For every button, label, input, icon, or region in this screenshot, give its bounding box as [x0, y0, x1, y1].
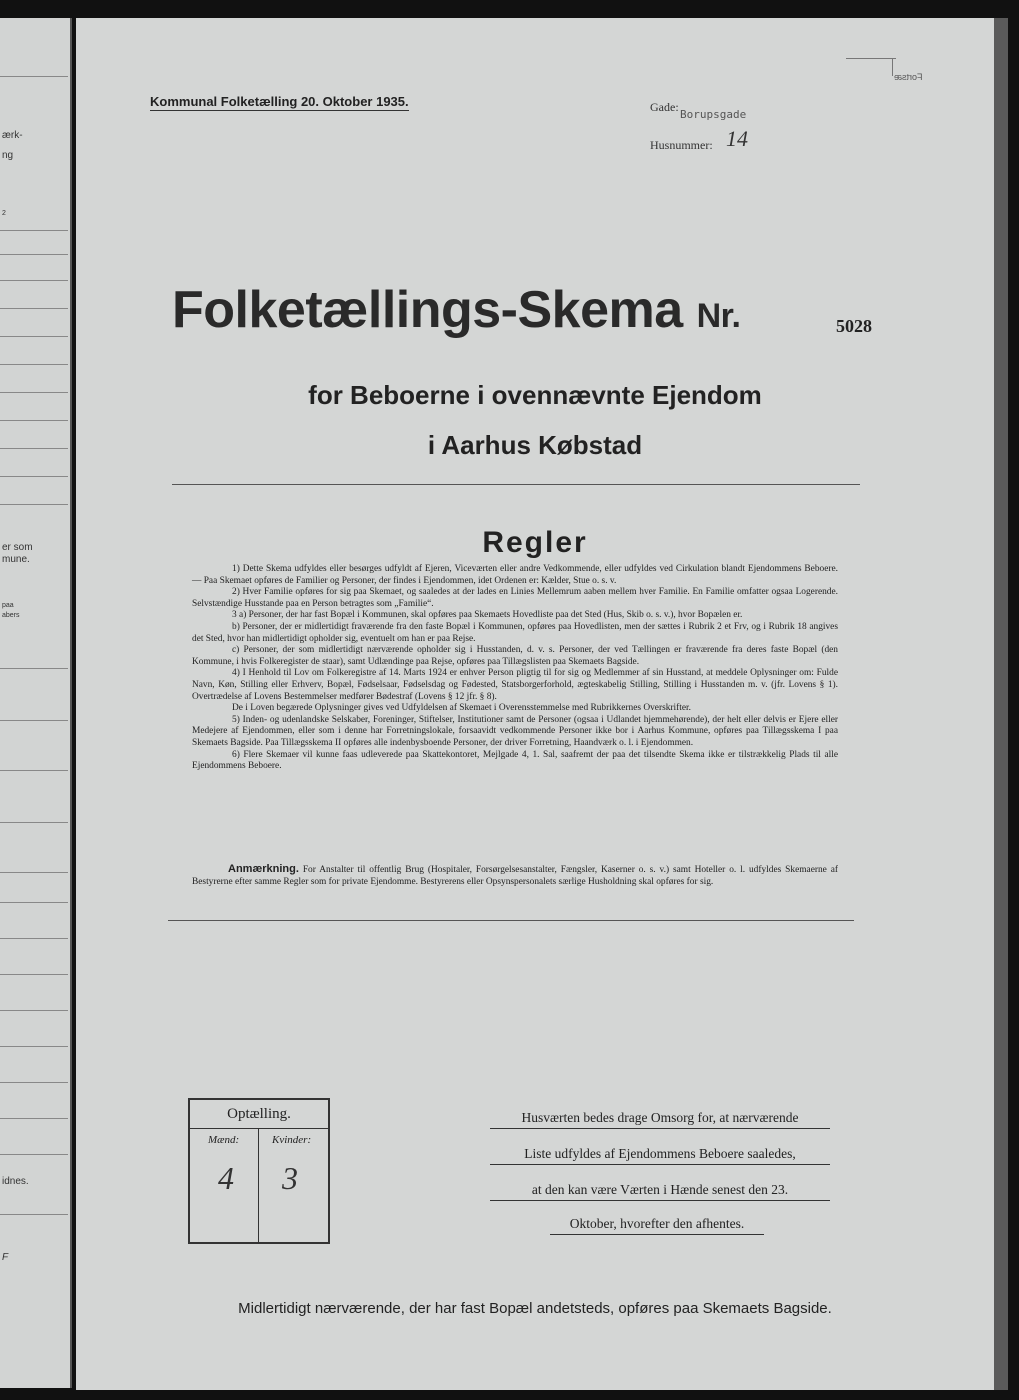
- form-subtitle: for Beboerne i ovennævnte Ejendom: [308, 380, 762, 410]
- maend-value: 4: [218, 1160, 234, 1196]
- left-rule: [0, 872, 68, 873]
- left-rule: [0, 280, 68, 281]
- corner-rule: [846, 58, 896, 59]
- instruction-line: Husværten bedes drage Omsorg for, at nærværende: [490, 1110, 830, 1129]
- left-rule: [0, 902, 68, 903]
- left-rule: [0, 392, 68, 393]
- rule-paragraph: 3 a) Personer, der har fast Bopæl i Kommunen, skal opføres paa Skemaets Hovedliste paa det Sted (Hus, Skib o. s. v.), hvor Bopælen er.: [232, 610, 743, 621]
- husnummer-label: Husnummer:: [650, 138, 713, 152]
- census-header: Kommunal Folketælling 20. Oktober 1935.: [150, 94, 409, 109]
- gade-value: Borupsgade: [680, 108, 747, 121]
- left-fragment: er som: [2, 542, 33, 553]
- instruction-line: Oktober, hvorefter den afhentes.: [550, 1216, 764, 1235]
- rule-paragraph: 2) Hver Familie opføres for sig paa Skemaet, og saaledes at der lades en Linies Mellemrum aaben mellem hver Familie. En Familie omfatter ogsaa Logerende. Selvstændige Husstande paa en Person betragtes som „Familie“.: [192, 587, 838, 609]
- left-fragment: ng: [2, 150, 14, 161]
- instruction-line: Liste udfyldes af Ejendommens Beboere saaledes,: [490, 1146, 830, 1165]
- rule-paragraph: b) Personer, der er midlertidigt fraværende fra den faste Bopæl i Kommunen, opføres paa Hovedlisten, men der sættes i Rubrik 2 et Frv, og i Rubrik 18 angives det Sted, hvor han midlertidigt opholder sig, eventuelt om han er paa Rejse.: [192, 621, 838, 644]
- left-rule: [0, 1214, 68, 1215]
- left-rule: [0, 668, 68, 669]
- left-fragment: paa: [2, 602, 14, 609]
- maend-label: Mænd:: [208, 1134, 240, 1146]
- left-rule: [0, 1082, 68, 1083]
- rule-paragraph: De i Loven begærede Oplysninger gives ved Udfyldelsen af Skemaet i Overensstemmelse med Rubrikkernes Overskrifter.: [232, 703, 691, 714]
- left-rule: [0, 1046, 68, 1047]
- left-rule: [0, 1154, 68, 1155]
- left-fragment: mune.: [2, 554, 30, 565]
- count-box: [188, 1098, 330, 1244]
- left-rule: [0, 720, 68, 721]
- left-rule: [0, 76, 68, 77]
- rules-text: [192, 564, 838, 773]
- left-fragment: 2: [2, 210, 6, 217]
- annotation: [192, 864, 838, 888]
- left-rule: [0, 448, 68, 449]
- left-fragment: ærk-: [2, 130, 23, 141]
- corner-rule: [892, 58, 893, 76]
- left-rule: [0, 822, 68, 823]
- left-rule: [0, 476, 68, 477]
- left-rule: [0, 420, 68, 421]
- book-edge: [994, 18, 1008, 1390]
- left-rule: [0, 1010, 68, 1011]
- census-form-page: [76, 18, 994, 1390]
- form-title: [172, 280, 872, 340]
- left-rule: [0, 364, 68, 365]
- left-rule: [0, 938, 68, 939]
- husnummer-value: 14: [726, 126, 748, 151]
- left-rule: [0, 308, 68, 309]
- footer-note: Midlertidigt nærværende, der har fast Bopæl andetsteds, opføres paa Skemaets Bagside.: [238, 1300, 832, 1317]
- mirrored-text: Fortsæ: [894, 72, 923, 82]
- left-rule: [0, 1118, 68, 1119]
- form-number: 5028: [836, 316, 872, 336]
- left-rule: [0, 336, 68, 337]
- left-rule: [0, 770, 68, 771]
- divider: [168, 920, 854, 921]
- left-rule: [0, 974, 68, 975]
- left-rule: [0, 504, 68, 505]
- count-box-title: Optælling.: [190, 1100, 328, 1129]
- rule-paragraph: 5) Inden- og udenlandske Selskaber, Foreninger, Stiftelser, Institutioner samt de Personer (ogsaa i Udlandet hjemmehørende), der helt eller delvis er Ejere eller Medejere af Ejendommen, eller som i denne har Forretningslokale, forsaavidt vedkommende Personer ikke bor i Aarhus Kommune, opføres paa Tillægsskema I paa Skemaets Bagside. Paa Tillægsskema II opføres alle indenbysboende Personer, der driver Forretning, Haandværk o. l. i Ejendommen.: [192, 714, 838, 748]
- left-fragment: idnes.: [2, 1176, 29, 1187]
- left-page-fragment: [0, 18, 72, 1388]
- instruction-line: at den kan være Værten i Hænde senest den 23.: [490, 1182, 830, 1201]
- kvinder-label: Kvinder:: [272, 1134, 312, 1146]
- annotation-text: For Anstalter til offentlig Brug (Hospitaler, Forsørgelsesanstalter, Fængsler, Kaserner o. s. v.) samt Hoteller o. l. udfyldes Skemaerne af Bestyrerne efter samme Regler som for private Ejendomme. Bestyrerens eller Opsynspersonalets særlige Husholdning skal opføres for sig.: [192, 865, 839, 887]
- left-fragment: F: [2, 1252, 9, 1263]
- form-subtitle-city: i Aarhus Købstad: [427, 430, 643, 460]
- form-title-main: Folketællings-Skema: [172, 281, 683, 339]
- divider: [172, 484, 860, 485]
- left-rule: [0, 254, 68, 255]
- form-title-nr: Nr.: [696, 297, 741, 335]
- count-box-divider: [258, 1129, 259, 1242]
- annotation-label: Anmærkning.: [228, 863, 299, 875]
- rule-paragraph: c) Personer, der som midlertidigt nærværende opholder sig i Husstanden, d. v. s. Personer, der ved Tællingen er fraværende fra deres faste Bopæl (den Kommune, i hvis Folkeregister de staar), samt Udlændinge paa Rejse, opføres paa Tillægslisten paa Skemaets Bagside.: [192, 645, 838, 667]
- rules-heading: Regler: [482, 526, 588, 559]
- rule-paragraph: 1) Dette Skema udfyldes eller besørges udfyldt af Ejeren, Viceværten eller andre Vedkommende, eller udfyldes ved Cirkulation blandt Ejendommens Beboere. — Paa Skemaet opføres de Familier og Personer, der findes i Ejendommen, idet Ordenen er: Kælder, Stue o. s. v.: [192, 564, 838, 586]
- left-fragment: abers: [2, 612, 20, 619]
- left-rule: [0, 230, 68, 231]
- kvinder-value: 3: [282, 1160, 298, 1196]
- rule-paragraph: 4) I Henhold til Lov om Folkeregistre af 14. Marts 1924 er enhver Person pligtig til for sig og Medlemmer af sin Husstand, at meddele Oplysninger om: Fulde Navn, Køn, Stilling eller Erhverv, Bopæl, Fødselsaar, Fødselsdag og Fødested, Statsborgerforhold, ægteskabelig Stilling, Stilling i Husstanden m. v. (jfr. Lovens § 1). Overtrædelse af Lovens Bestemmelser medfører Bødestraf (Lovens § 12 jfr. § 8).: [192, 668, 838, 702]
- rule-paragraph: 6) Flere Skemaer vil kunne faas udleverede paa Skattekontoret, Mejlgade 4, 1. Sal, saafremt der paa det tilsendte Skema ikke er tilstrækkelig Plads til alle Ejendommens Beboere.: [192, 749, 838, 772]
- gade-label: Gade:: [650, 100, 679, 114]
